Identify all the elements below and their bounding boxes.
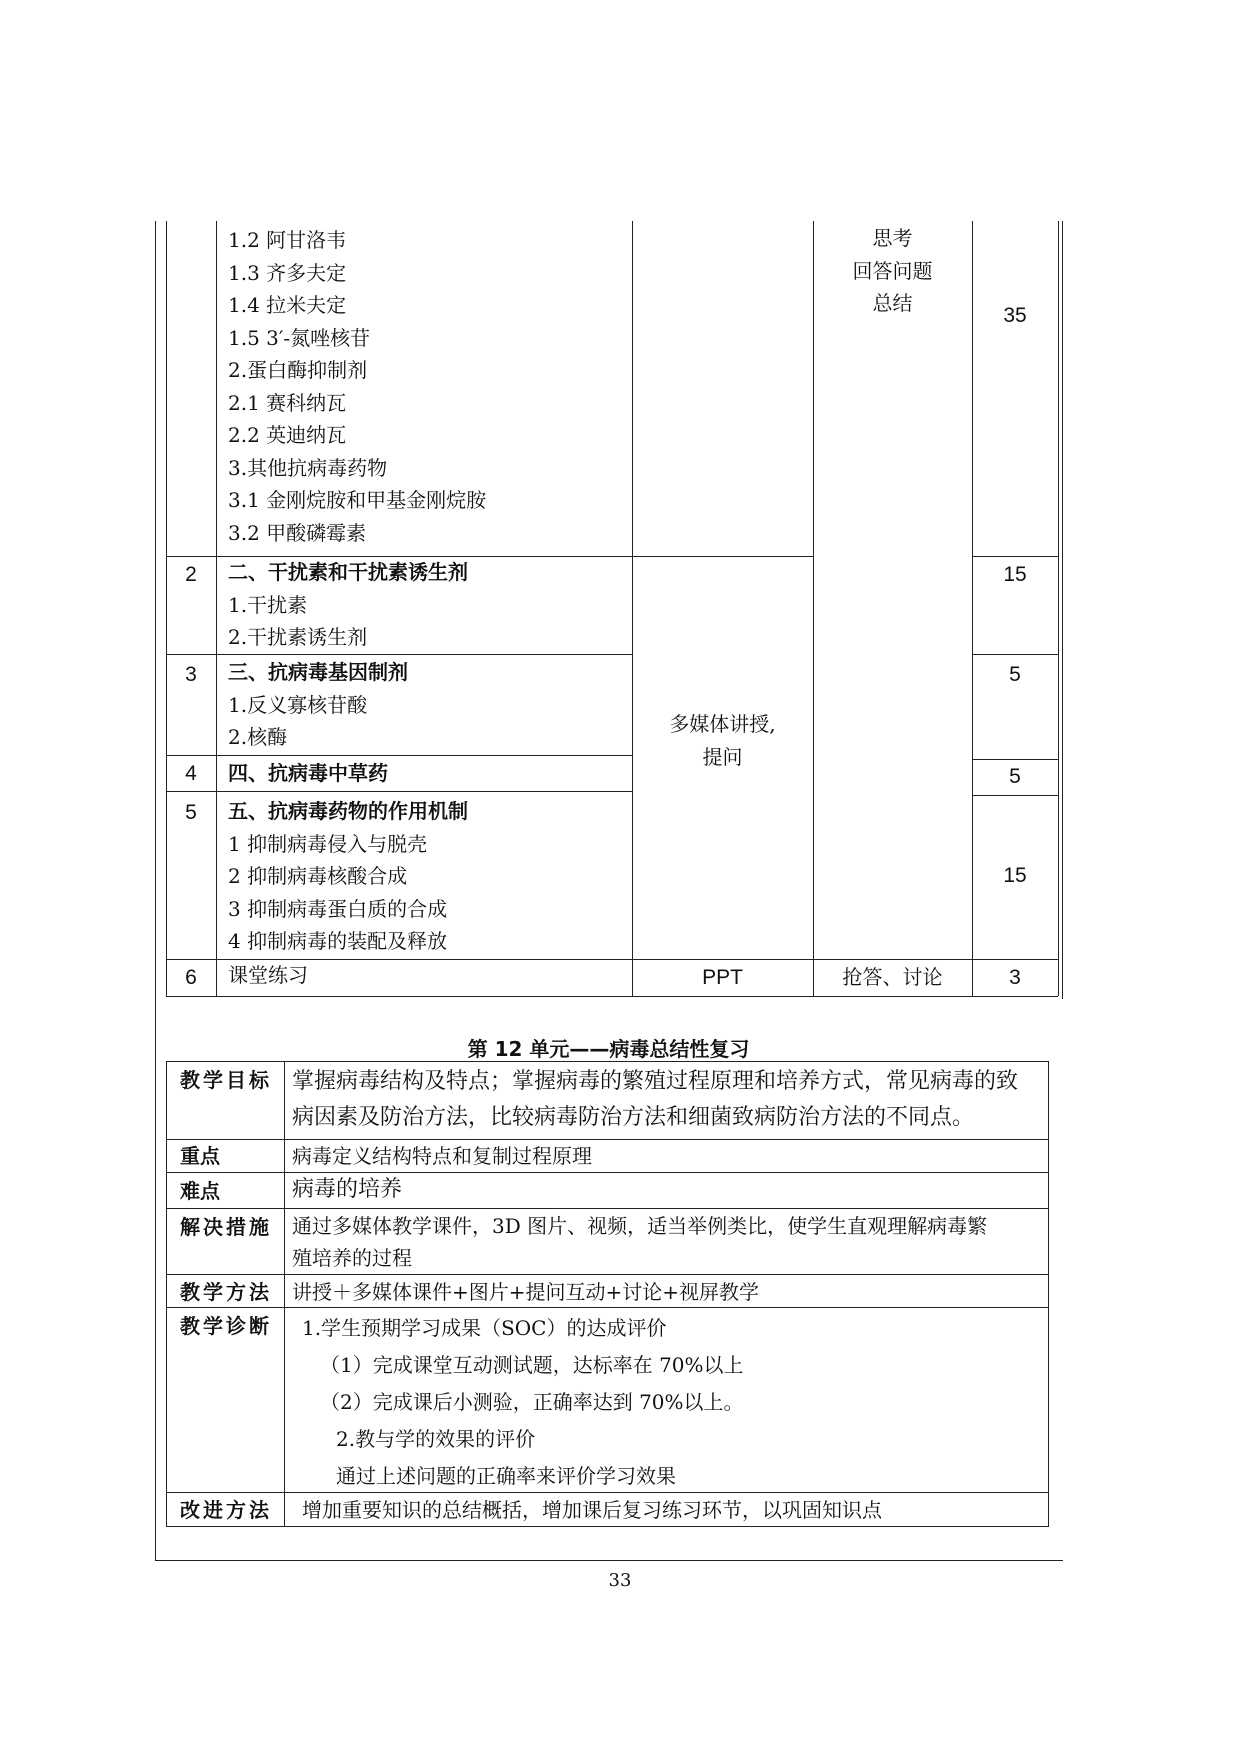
row5-topic bbox=[228, 795, 468, 958]
measures-label: 解决措施 bbox=[180, 1215, 272, 1239]
row5-title: 五、抗病毒药物的作用机制 bbox=[228, 799, 468, 823]
row2-time: 15 bbox=[1003, 563, 1027, 586]
list-item: 2 抑制病毒核酸合成 bbox=[228, 864, 408, 888]
row4-title: 四、抗病毒中草药 bbox=[228, 761, 388, 785]
merged-method-cell bbox=[632, 708, 813, 773]
goal-line: 病因素及防治方法，比较病毒防治方法和细菌致病防治方法的不同点。 bbox=[292, 1105, 975, 1130]
row3-topic bbox=[228, 656, 408, 754]
activity-line: 回答问题 bbox=[852, 258, 933, 283]
improve-label: 改进方法 bbox=[180, 1498, 272, 1522]
method-line: 多媒体讲授, bbox=[669, 712, 776, 736]
method-text: 讲授＋多媒体课件+图片+提问互动+讨论+视屏教学 bbox=[292, 1280, 760, 1304]
row3-time: 5 bbox=[1009, 663, 1021, 686]
row6-time: 3 bbox=[1009, 966, 1021, 989]
diagnosis-line-1: 1.学生预期学习成果（SOC）的达成评价 bbox=[302, 1316, 667, 1340]
diagnosis-line-2: （1）完成课堂互动测试题，达标率在 70%以上 bbox=[320, 1353, 744, 1377]
row3-title: 三、抗病毒基因制剂 bbox=[228, 660, 408, 684]
diagnosis-line-5: 通过上述问题的正确率来评价学习效果 bbox=[336, 1464, 676, 1488]
key-label: 重点 bbox=[180, 1144, 220, 1168]
unit-heading: 第 12 单元——病毒总结性复习 bbox=[467, 1037, 750, 1061]
difficulty-text: 病毒的培养 bbox=[292, 1177, 403, 1202]
key-text: 病毒定义结构特点和复制过程原理 bbox=[292, 1144, 592, 1168]
list-item: 1.干扰素 bbox=[228, 592, 308, 617]
row4-number: 4 bbox=[185, 762, 197, 785]
list-item: 2.干扰素诱生剂 bbox=[228, 625, 368, 649]
diagnosis-label: 教学诊断 bbox=[180, 1314, 272, 1338]
page-number: 33 bbox=[608, 1570, 632, 1591]
list-item: 2.1 赛科纳瓦 bbox=[228, 390, 347, 415]
measures-text bbox=[292, 1210, 987, 1274]
row2-topic bbox=[228, 556, 468, 654]
measures-line: 通过多媒体教学课件，3D 图片、视频，适当举例类比，使学生直观理解病毒繁 bbox=[292, 1214, 988, 1238]
list-item: 1 抑制病毒侵入与脱壳 bbox=[228, 831, 428, 856]
row5-number: 5 bbox=[185, 801, 197, 824]
row1-topic-list bbox=[228, 224, 486, 549]
row6-activity: 抢答、讨论 bbox=[842, 965, 943, 989]
list-item: 3.其他抗病毒药物 bbox=[228, 455, 388, 480]
method-label: 教学方法 bbox=[180, 1280, 272, 1304]
diagnosis-line-3: （2）完成课后小测验，正确率达到 70%以上。 bbox=[320, 1390, 744, 1414]
row1-activity bbox=[813, 222, 972, 320]
row1-time: 35 bbox=[1003, 304, 1027, 327]
row3-number: 3 bbox=[185, 663, 197, 686]
goal-label: 教学目标 bbox=[180, 1068, 272, 1092]
goal-line: 掌握病毒结构及特点；掌握病毒的繁殖过程原理和培养方式，常见病毒的致 bbox=[292, 1069, 1019, 1094]
list-item: 2.蛋白酶抑制剂 bbox=[228, 358, 368, 382]
list-item: 2.2 英迪纳瓦 bbox=[228, 423, 347, 447]
diagnosis-line-4: 2.教与学的效果的评价 bbox=[336, 1427, 536, 1451]
row4-time: 5 bbox=[1009, 765, 1021, 788]
activity-line: 总结 bbox=[872, 291, 913, 315]
list-item: 4 抑制病毒的装配及释放 bbox=[228, 929, 448, 953]
row2-number: 2 bbox=[185, 563, 197, 586]
row2-title: 二、干扰素和干扰素诱生剂 bbox=[228, 560, 468, 584]
difficulty-label: 难点 bbox=[180, 1179, 220, 1203]
goal-text bbox=[292, 1064, 1018, 1136]
row6-method: PPT bbox=[702, 966, 743, 989]
row6-number: 6 bbox=[185, 966, 197, 989]
row5-time: 15 bbox=[1003, 864, 1027, 887]
improve-text: 增加重要知识的总结概括，增加课后复习练习环节，以巩固知识点 bbox=[302, 1498, 882, 1522]
method-line: 提问 bbox=[702, 744, 743, 769]
activity-line: 思考 bbox=[872, 226, 913, 250]
list-item: 3.2 甲酸磷霉素 bbox=[228, 520, 367, 545]
list-item: 1.反义寡核苷酸 bbox=[228, 692, 368, 717]
list-item: 3 抑制病毒蛋白质的合成 bbox=[228, 896, 448, 921]
list-item: 1.2 阿甘洛韦 bbox=[228, 228, 347, 252]
row6-title: 课堂练习 bbox=[228, 963, 308, 987]
list-item: 1.4 拉米夫定 bbox=[228, 293, 347, 317]
list-item: 3.1 金刚烷胺和甲基金刚烷胺 bbox=[228, 488, 487, 512]
measures-line: 殖培养的过程 bbox=[292, 1246, 412, 1270]
list-item: 1.5 3′-氮唑核苷 bbox=[228, 325, 371, 350]
list-item: 2.核酶 bbox=[228, 725, 288, 749]
list-item: 1.3 齐多夫定 bbox=[228, 260, 347, 285]
